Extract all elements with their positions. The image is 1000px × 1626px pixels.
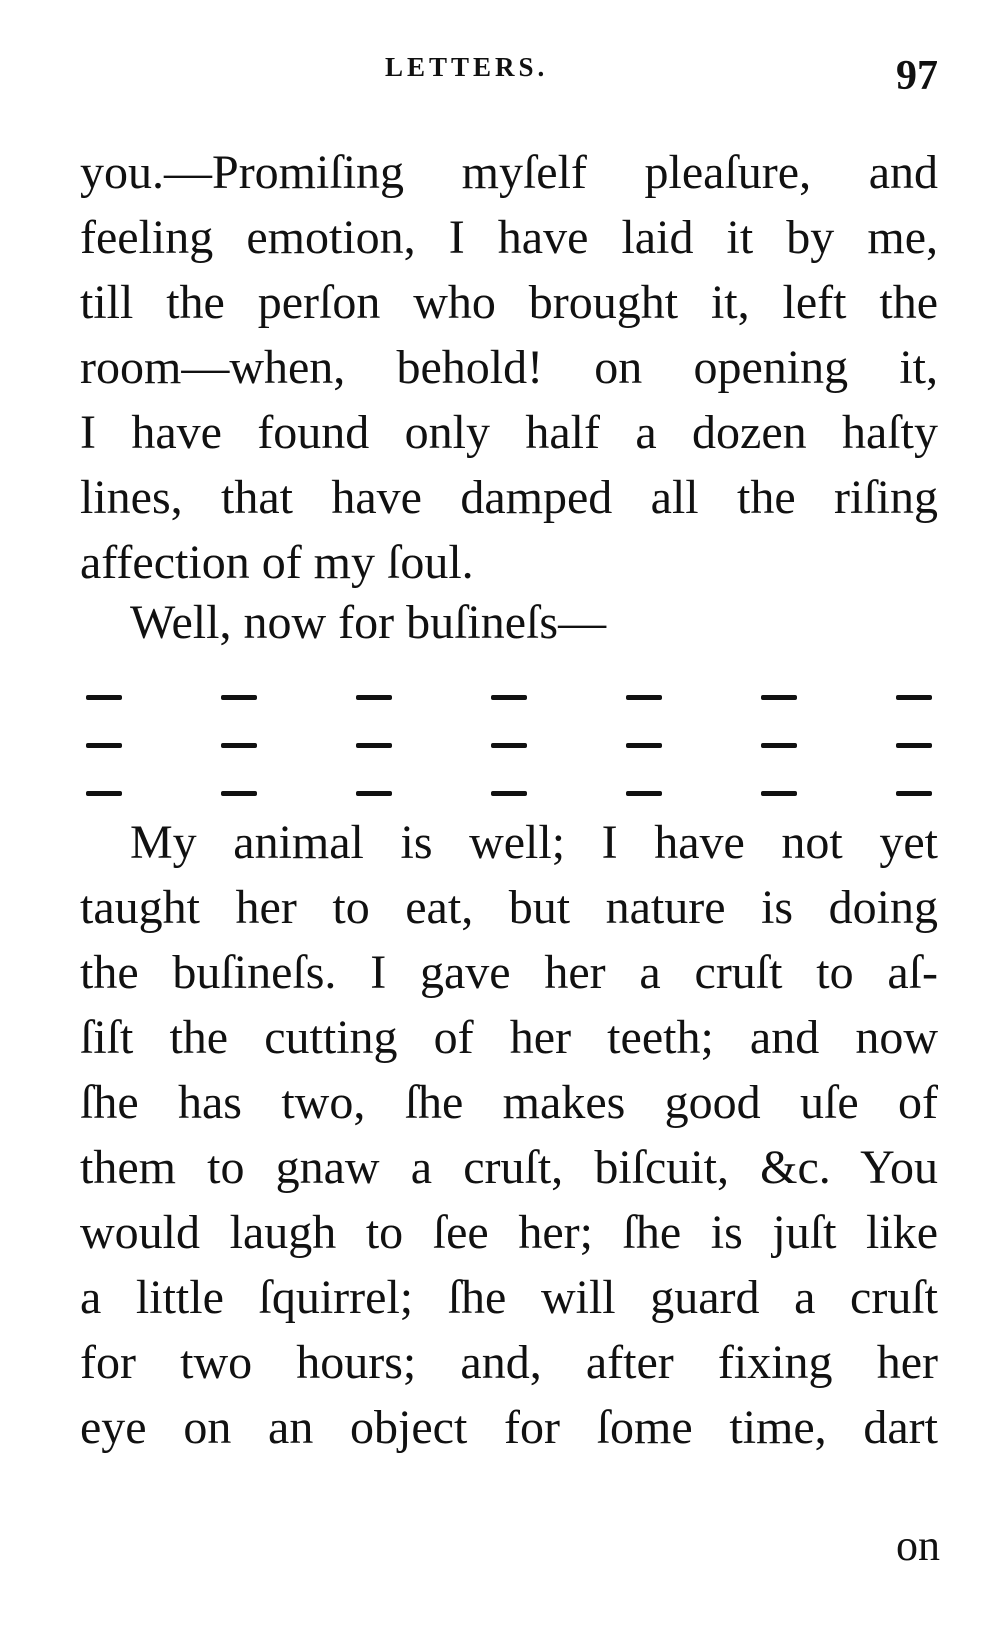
dash-mark xyxy=(356,743,392,748)
page-number: 97 xyxy=(896,53,938,99)
dash-mark xyxy=(626,791,662,796)
dash-mark xyxy=(761,695,797,700)
text-line: them to gnaw a cruſt, biſcuit, &c. You xyxy=(80,1141,938,1194)
dash-mark xyxy=(491,695,527,700)
dash-mark xyxy=(86,743,122,748)
running-title: LETTERS. xyxy=(385,52,549,82)
paragraph-3 xyxy=(80,810,938,1460)
text-line: ſhe has two, ſhe makes good uſe of xyxy=(80,1076,938,1129)
dash-mark xyxy=(896,743,932,748)
dash-mark xyxy=(221,743,257,748)
text-line: you.—Promiſing myſelf pleaſure, and xyxy=(80,146,938,199)
text-line: room—when, behold! on opening it, xyxy=(80,341,938,394)
running-head xyxy=(0,52,1000,99)
dash-mark xyxy=(761,743,797,748)
dash-mark xyxy=(86,791,122,796)
dash-row xyxy=(86,721,932,769)
text-line: I have found only half a dozen haſty xyxy=(80,406,938,459)
dash-mark xyxy=(896,791,932,796)
dash-mark xyxy=(761,791,797,796)
dash-row xyxy=(86,673,932,721)
paragraph-1 xyxy=(80,140,938,595)
dash-mark xyxy=(626,743,662,748)
dash-ornament xyxy=(86,673,932,817)
dash-mark xyxy=(356,695,392,700)
text-line: would laugh to ſee her; ſhe is juſt like xyxy=(80,1206,938,1259)
text-line: the buſineſs. I gave her a cruſt to aſ- xyxy=(80,946,938,999)
dash-mark xyxy=(221,791,257,796)
dash-mark xyxy=(491,791,527,796)
catchword: on xyxy=(896,1521,940,1570)
dash-mark xyxy=(356,791,392,796)
text-line: ſiſt the cutting of her teeth; and now xyxy=(80,1011,938,1064)
text-line: eye on an object for ſome time, dart xyxy=(80,1401,938,1454)
text-line: Well, now for buſineſs— xyxy=(130,596,607,649)
text-line: till the perſon who brought it, left the xyxy=(80,276,938,329)
text-line: feeling emotion, I have laid it by me, xyxy=(80,211,938,264)
paragraph-2 xyxy=(80,590,938,655)
dash-mark xyxy=(86,695,122,700)
dash-mark xyxy=(896,695,932,700)
text-line: affection of my ſoul. xyxy=(80,536,474,589)
text-line: lines, that have damped all the riſing xyxy=(80,471,938,524)
text-line: My animal is well; I have not yet xyxy=(130,816,938,869)
text-line: taught her to eat, but nature is doing xyxy=(80,881,938,934)
dash-mark xyxy=(491,743,527,748)
text-line: a little ſquirrel; ſhe will guard a cruſt xyxy=(80,1271,938,1324)
dash-mark xyxy=(221,695,257,700)
dash-mark xyxy=(626,695,662,700)
text-line: for two hours; and, after fixing her xyxy=(80,1336,938,1389)
